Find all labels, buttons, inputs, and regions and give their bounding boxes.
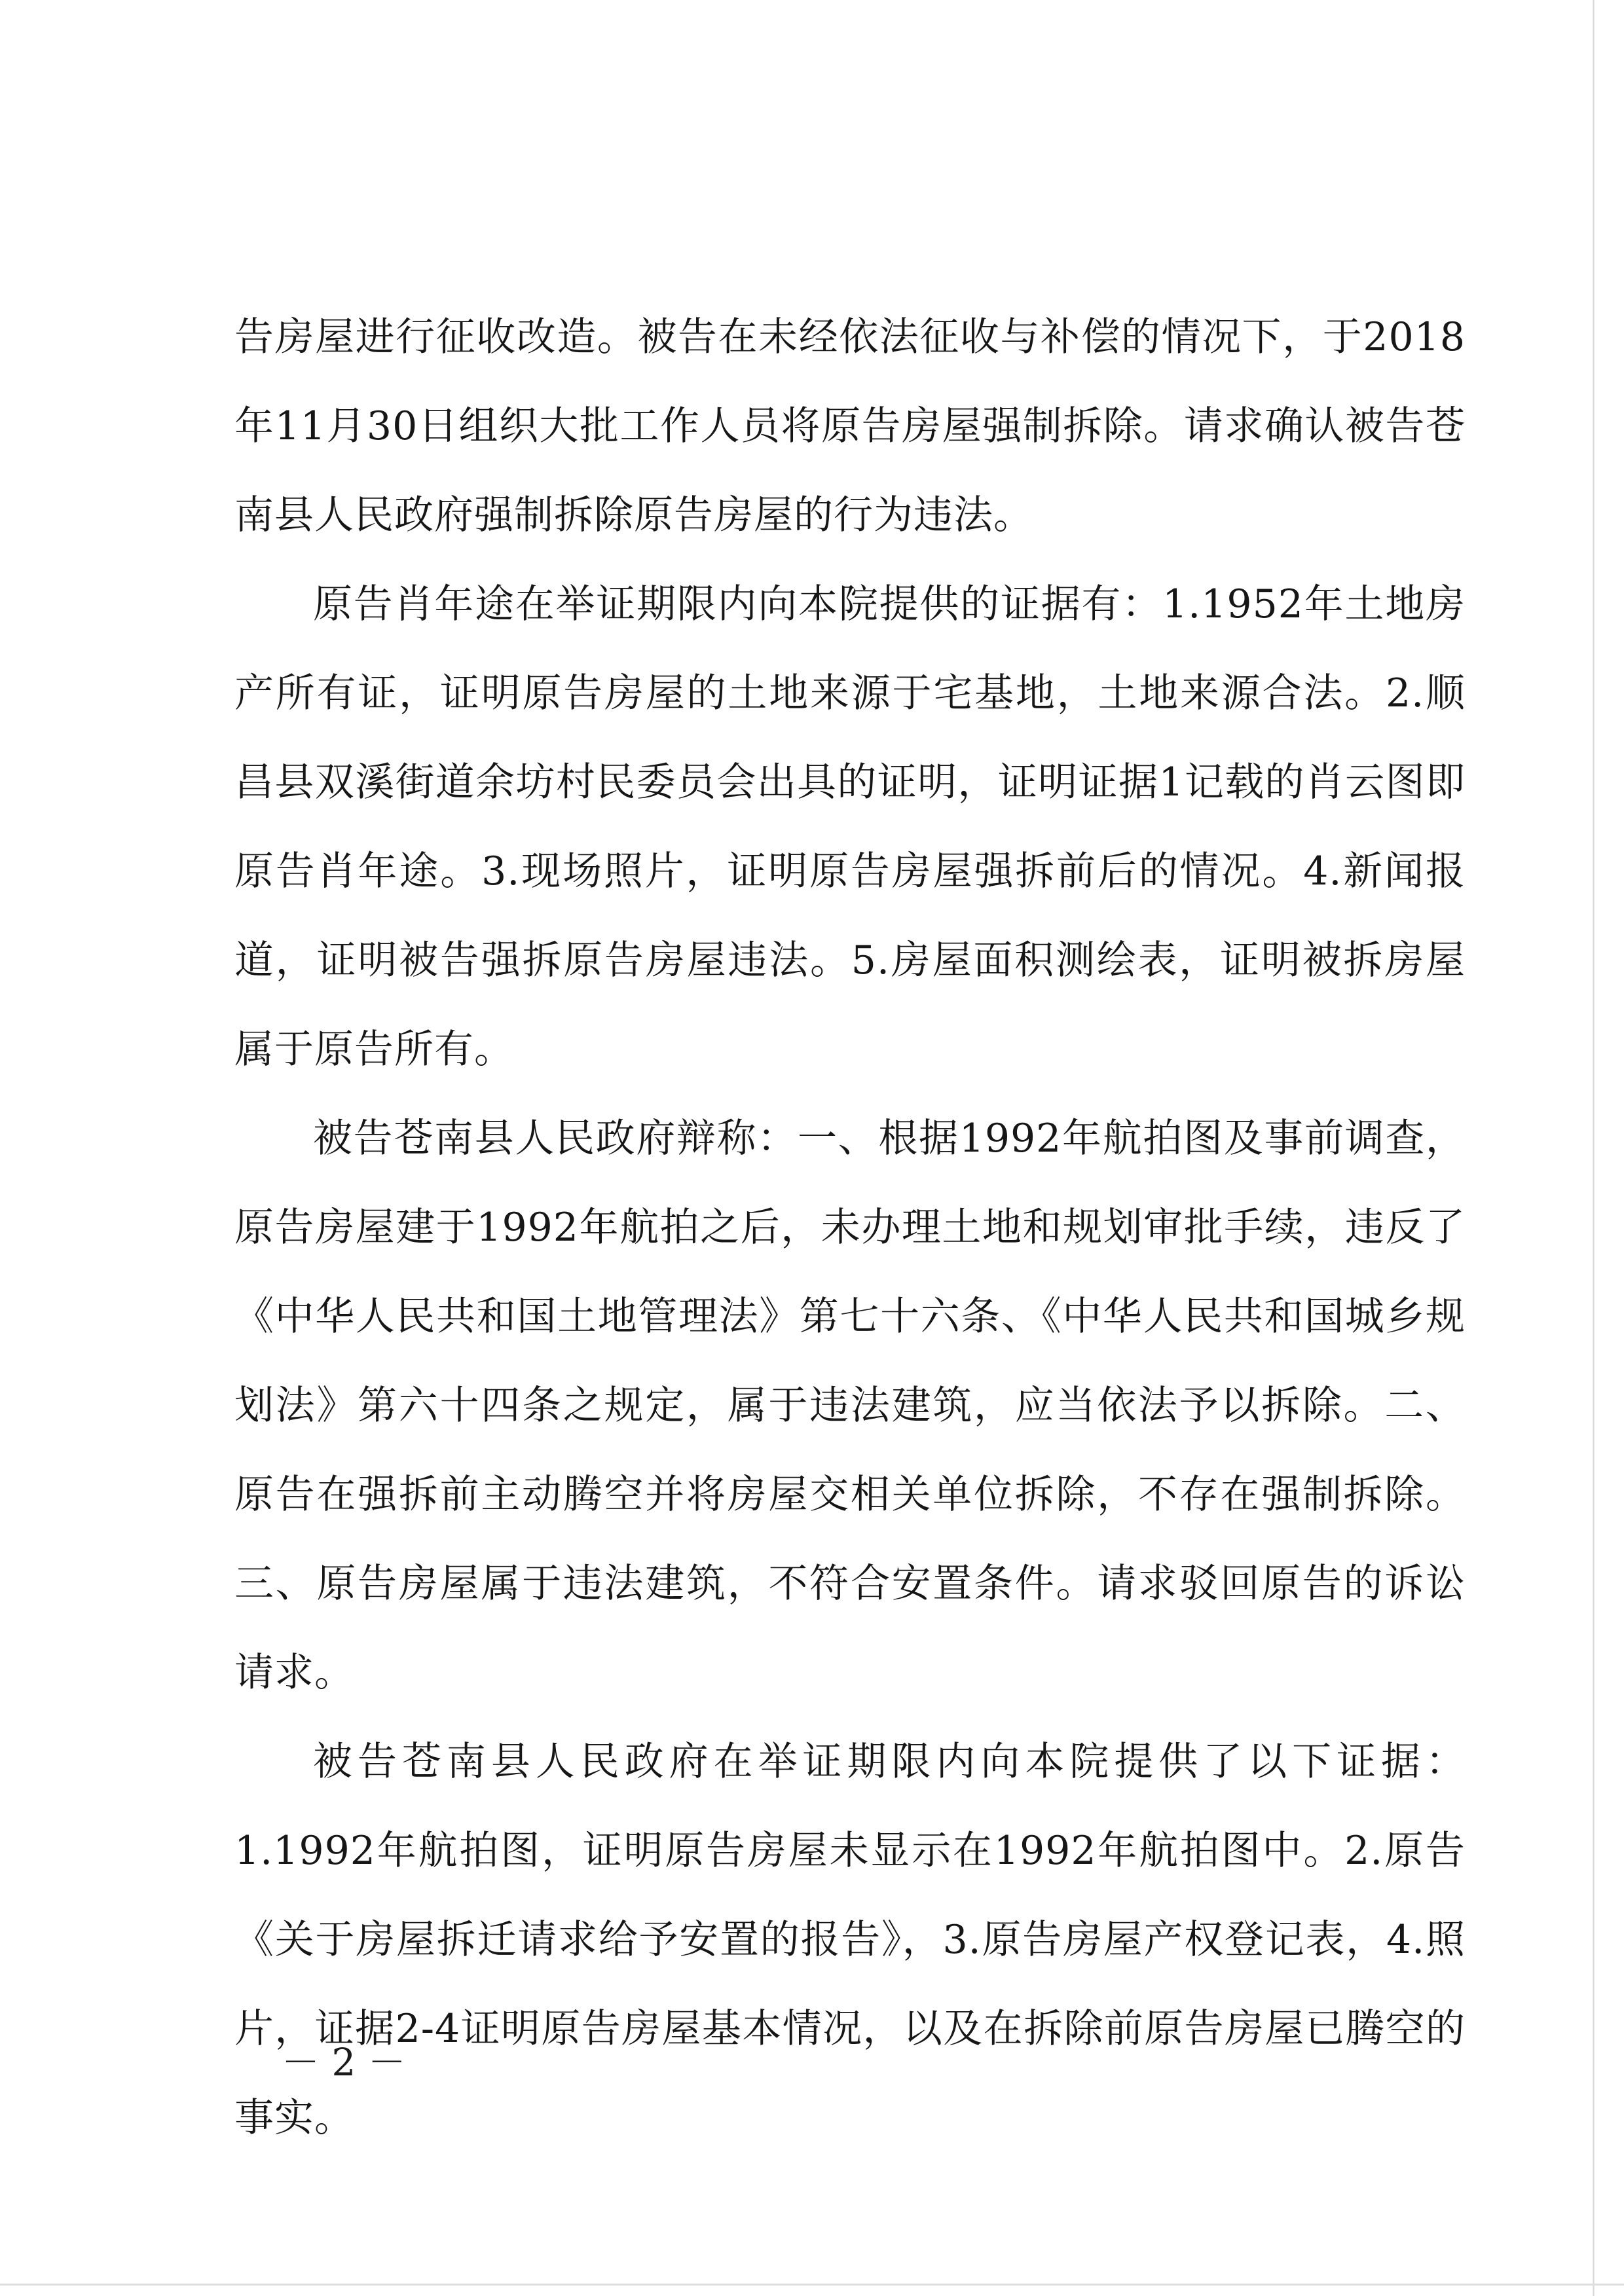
paragraph-continuation: 告房屋进行征收改造。被告在未经依法征收与补偿的情况下，于2018年11月30日组织大批工作人员将原告房屋强制拆除。请求确认被告苍南县人民政府强制拆除原告房屋的行为违法。 [234, 314, 1466, 538]
scan-edge-right [1593, 0, 1595, 2296]
paragraph-defendant-evidence: 被告苍南县人民政府在举证期限内向本院提供了以下证据：1.1992年航拍图，证明原告房屋未显示在1992年航拍图中。2.原告《关于房屋拆迁请求给予安置的报告》，3.原告房屋产权登记表，4.照片，证据2-4证明原告房屋基本情况，以及在拆除前原告房屋已腾空的事实。 [234, 1739, 1466, 2141]
scan-edge-bottom [0, 2284, 1624, 2286]
paragraph-plaintiff-evidence: 原告肖年途在举证期限内向本院提供的证据有：1.1952年土地房产所有证，证明原告房屋的土地来源于宅基地，土地来源合法。2.顺昌县双溪街道余坊村民委员会出具的证明，证明证据1记载的肖云图即原告肖年途。3.现场照片，证明原告房屋强拆前后的情况。4.新闻报道，证明被告强拆原告房屋违法。5.房屋面积测绘表，证明被拆房屋属于原告所有。 [234, 581, 1466, 1072]
page-number: － 2 － [282, 2040, 406, 2085]
document-body [234, 293, 1466, 2162]
paragraph-defendant-defense: 被告苍南县人民政府辩称：一、根据1992年航拍图及事前调查，原告房屋建于1992年航拍之后，未办理土地和规划审批手续，违反了《中华人民共和国土地管理法》第七十六条、《中华人民共和国城乡规划法》第六十四条之规定，属于违法建筑，应当依法予以拆除。二、原告在强拆前主动腾空并将房屋交相关单位拆除，不存在强制拆除。三、原告房屋属于违法建筑，不符合安置条件。请求驳回原告的诉讼请求。 [234, 1116, 1466, 1696]
